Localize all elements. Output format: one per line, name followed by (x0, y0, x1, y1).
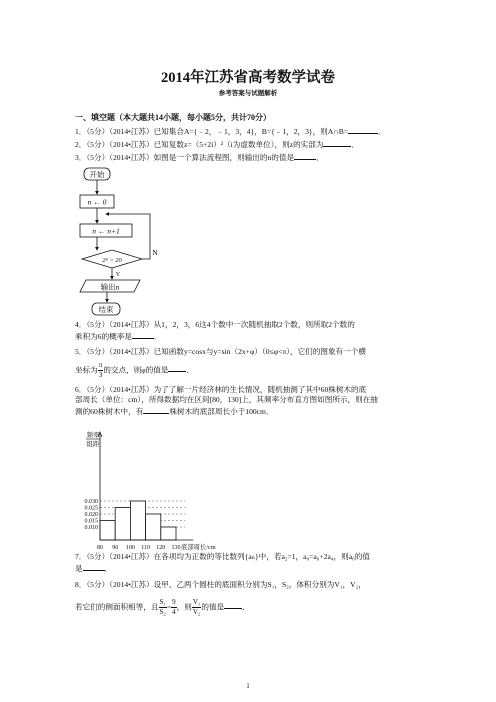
question-7: 7．（5分）（2014•江苏）在各项均为正数的等比数列{aₙ}中，若a₂=1，a₈=a₆+2a₄，则a₆的值 是 ． (75, 552, 370, 573)
frequency-histogram (78, 428, 248, 556)
answer-blank (323, 138, 351, 147)
section-heading: 一、填空题（本大题共14小题，每小题5分，共计70分） (75, 113, 271, 122)
question-5-line-1: 5．（5分）（2014•江苏）已知函数y=cosx与y=sin（2x+φ）（0≤φ<π），它们的图象有一个横 (75, 347, 366, 356)
answer-blank (224, 600, 242, 609)
equals-sign: = (166, 602, 172, 612)
flow-condition-label: 2ⁿ > 20 (102, 257, 122, 264)
question-6-line-1: 6．（5分）（2014•江苏）为了了解一片经济林的生长情况，随机抽测了其中60株树木的底 (75, 385, 367, 394)
answer-blank (143, 405, 169, 414)
fraction-numerator: π (98, 361, 103, 369)
page-subtitle: 参考答案与试题解析 (218, 90, 278, 97)
question-6-line-3b: 株树木的底部周长小于100cm． (169, 407, 274, 416)
fraction-denominator: S₂ (159, 608, 166, 616)
page-title: 2014年江苏省高考数学试卷 (161, 70, 335, 86)
histogram-bar (115, 508, 130, 541)
y-label-top: 频率 (86, 432, 100, 439)
question-6-line-2: 部周长（单位：cm），所得数据均在区间[80，130]上，其频率分布直方图如图所示，则在抽 (75, 395, 378, 404)
fraction-s1-over-s2 (159, 598, 167, 617)
x-tick-label: 130 (171, 545, 181, 551)
question-8-text-a: 若它们的侧面积相等，且 (75, 602, 159, 612)
x-tick-label: 90 (112, 545, 119, 551)
question-3: 3．（5分）（2014•江苏）如图是一个算法流程图，则输出的n的值是 ． (75, 153, 324, 162)
y-tick-label: 0.010 (84, 525, 98, 532)
y-tick-label: 0.030 (84, 499, 98, 506)
fraction-denominator: 3 (98, 371, 103, 379)
flow-yes-label: Y (115, 271, 121, 278)
question-4: 4．（5分）（2014•江苏）从1，2，3，6这4个数中一次随机抽取2个数，则所取2个数的 乘积为6的概率是 ． (75, 320, 355, 341)
question-6 (75, 385, 378, 417)
question-5-text-b: 的交点，则φ的值是 (103, 365, 169, 375)
flow-end-label: 结束 (98, 305, 114, 314)
flow-start-label: 开始 (89, 170, 105, 179)
question-2: 2．（5分）（2014•江苏）已知复数z=（5+2i）²（i为虚数单位），则z的实部为 ． (75, 140, 360, 149)
question-7-line-1: 7．（5分）（2014•江苏）在各项均为正数的等比数列{aₙ}中，若a₂=1，a₈=a₆+2a₄，则a₆的值 (75, 552, 370, 561)
flow-output-label: 输出n (100, 282, 120, 292)
answer-blank (132, 330, 154, 339)
fraction-numerator: S₁ (159, 598, 166, 606)
question-5-text-a: 坐标为 (75, 365, 98, 375)
answer-blank (168, 363, 186, 372)
histogram-bar (100, 521, 115, 541)
histogram-bar (130, 501, 145, 540)
y-label-bottom: 组距 (86, 441, 100, 448)
flow-incr-label: n ← n+1 (92, 226, 120, 236)
question-8-text-b: ，则 (176, 602, 192, 612)
flow-init-label: n ← 0 (87, 197, 107, 207)
algorithm-flowchart (76, 166, 166, 316)
x-axis-label: 底部周长/cm (181, 544, 216, 551)
fraction-numerator: 9 (172, 598, 176, 606)
question-3-text: 3．（5分）（2014•江苏）如图是一个算法流程图，则输出的n的值是 (75, 153, 295, 162)
x-tick-label: 100 (125, 545, 135, 551)
question-1-text: 1．（5分）（2014•江苏）已知集合A={﹣2，﹣1，3，4}，B={﹣1，2，3}，则A∩B= (75, 127, 349, 136)
question-8 (75, 580, 366, 590)
fraction-numerator: V₁ (192, 598, 201, 606)
question-4-line-2: 乘积为6的概率是 (75, 332, 132, 341)
y-tick-label: 0.025 (84, 505, 98, 512)
x-tick-label: 110 (141, 545, 150, 551)
histogram-bar (161, 527, 176, 540)
fraction-v1-over-v2 (192, 598, 202, 617)
fraction-denominator: 4 (172, 608, 176, 616)
answer-blank (294, 151, 316, 160)
question-5-line-2: 坐标为 $\frac{\pi}{3}$ 的交点，则φ的值是 ． (75, 361, 195, 379)
x-tick-label: 120 (156, 545, 166, 551)
answer-blank (83, 562, 105, 571)
question-2-text: 2．（5分）（2014•江苏）已知复数z=（5+2i）²（i为虚数单位），则z的实部为 (75, 140, 324, 149)
page-number: 1 (246, 682, 250, 690)
question-5 (75, 347, 366, 357)
question-1: 1．（5分）（2014•江苏）已知集合A={﹣2，﹣1，3，4}，B={﹣1，2，3}，则A∩B= ． (75, 127, 386, 136)
question-8-line-1: 8．（5分）（2014•江苏）设甲、乙两个圆柱的底面积分别为S₁，S₂，体积分别为V₁，V₂， (75, 580, 366, 589)
question-4-line-1: 4．（5分）（2014•江苏）从1，2，3，6这4个数中一次随机抽取2个数，则所取2个数的 (75, 320, 355, 329)
y-tick-label: 0.015 (84, 518, 98, 525)
histogram-bar (146, 514, 161, 540)
question-7-line-2: 是 (75, 564, 83, 573)
x-tick-label: 80 (97, 545, 103, 551)
fraction-denominator: V₂ (192, 608, 201, 616)
question-8-line-2: 若它们的侧面积相等，且 $\frac{\text{S₁}}{\text{S₂}}$ = $\frac{9}{4}$ ，则 $\frac{\text{V₁}}{\text{V₂}}$ 的值是 ． (75, 598, 250, 616)
question-8-text-c: 的值是 (201, 602, 225, 612)
answer-blank (348, 125, 378, 134)
question-6-line-3a: 测的60株树木中，有 (75, 407, 144, 416)
y-tick-label: 0.020 (84, 512, 98, 519)
flow-no-label: N (152, 248, 158, 257)
